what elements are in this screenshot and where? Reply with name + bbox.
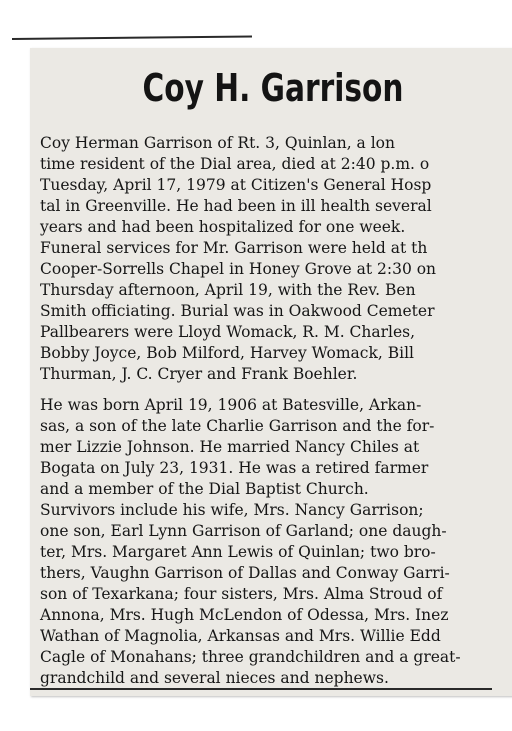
text-line: and a member of the Dial Baptist Church. <box>40 480 369 498</box>
text-line: years and had been hospitalized for one week. <box>40 218 406 236</box>
headline: Coy H. Garrison <box>142 66 404 110</box>
text-line: Wathan of Magnolia, Arkansas and Mrs. Willie Edd <box>40 627 441 645</box>
text-line: mer Lizzie Johnson. He married Nancy Chiles at <box>40 438 420 456</box>
text-line: sas, a son of the late Charlie Garrison and the for- <box>40 417 435 435</box>
text-line: Thursday afternoon, April 19, with the Rev. Ben <box>40 281 416 299</box>
text-line: Annona, Mrs. Hugh McLendon of Odessa, Mrs. Inez <box>40 606 449 624</box>
bottom-rule <box>30 688 492 690</box>
text-line: Coy Herman Garrison of Rt. 3, Quinlan, a lon <box>40 134 395 152</box>
text-line: Bobby Joyce, Bob Milford, Harvey Womack, Bill <box>40 344 414 362</box>
text-line: tal in Greenville. He had been in ill health several <box>40 197 432 215</box>
text-line: Survivors include his wife, Mrs. Nancy Garrison; <box>40 501 424 519</box>
text-line: Funeral services for Mr. Garrison were held at th <box>40 239 428 257</box>
text-line: Pallbearers were Lloyd Womack, R. M. Charles, <box>40 323 416 341</box>
text-line: grandchild and several nieces and nephews. <box>40 669 389 687</box>
text-line: son of Texarkana; four sisters, Mrs. Alma Stroud of <box>40 585 443 603</box>
text-line: Thurman, J. C. Cryer and Frank Boehler. <box>40 365 358 383</box>
text-line: He was born April 19, 1906 at Batesville, Arkan- <box>40 396 422 414</box>
text-line: one son, Earl Lynn Garrison of Garland; one daugh- <box>40 522 447 540</box>
text-line: Smith officiating. Burial was in Oakwood Cemeter <box>40 302 435 320</box>
text-line: Cagle of Monahans; three grandchildren and a great- <box>40 648 461 666</box>
text-line: Bogata on July 23, 1931. He was a retired farmer <box>40 459 429 477</box>
newspaper-clipping <box>30 48 512 696</box>
top-rule <box>12 35 252 40</box>
text-line: time resident of the Dial area, died at 2:40 p.m. o <box>40 155 430 173</box>
paragraph-gap <box>40 385 512 395</box>
obituary-body <box>40 133 512 689</box>
text-line: Tuesday, April 17, 1979 at Citizen's General Hosp <box>40 176 432 194</box>
text-line: Cooper-Sorrells Chapel in Honey Grove at 2:30 on <box>40 260 437 278</box>
text-line: thers, Vaughn Garrison of Dallas and Conway Garri- <box>40 564 450 582</box>
text-line: ter, Mrs. Margaret Ann Lewis of Quinlan; two bro- <box>40 543 436 561</box>
